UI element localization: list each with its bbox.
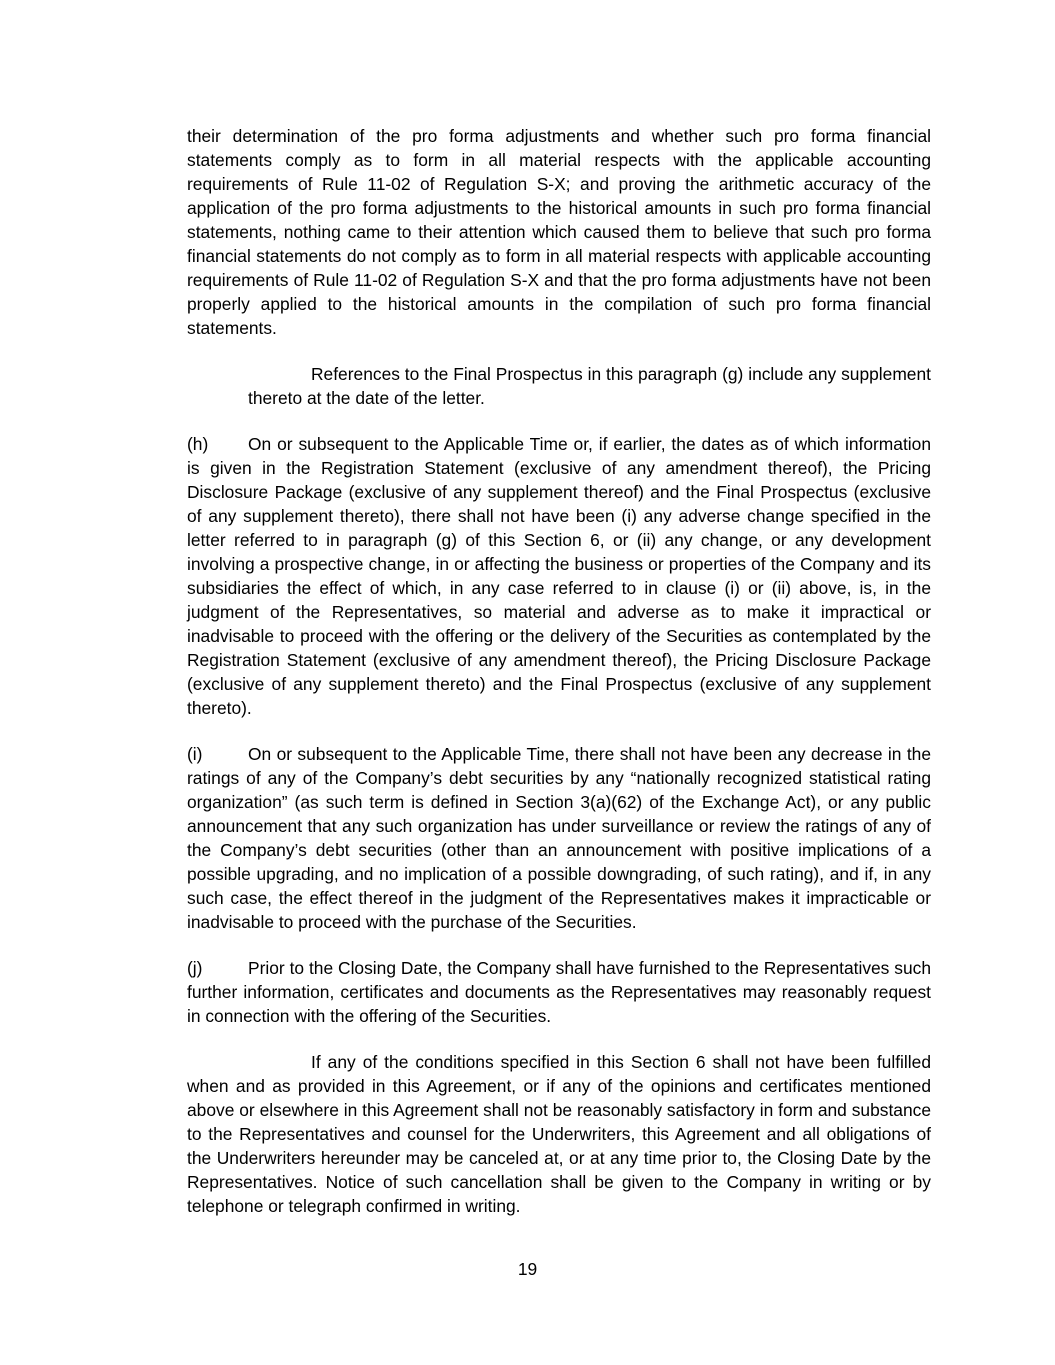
paragraph-label: (i) xyxy=(187,744,203,764)
paragraph-continuation: their determination of the pro forma adjustments and whether such pro forma financial statements comply as to form in all material respects with the applicable accounting requirements of Rule 11-02 of Regulation S-X; and proving the arithmetic accuracy of the application of the pro forma adjustments to the historical amounts in such pro forma financial statements, nothing came to their attention which caused them to believe that such pro forma financial statements do not comply as to form in all material respects with applicable accounting requirements of Rule 11-02 of Regulation S-X and that the pro forma adjustments have not been properly applied to the historical amounts in the compilation of such pro forma financial statements. xyxy=(187,126,931,338)
paragraph-j xyxy=(187,956,931,1028)
paragraph-text: On or subsequent to the Applicable Time or, if earlier, the dates as of which information is given in the Registration Statement (exclusive of any amendment thereof), the Pricing Disclosure Package (exclusive of any supplement thereof) and the Final Prospectus (exclusive of any supplement thereto), there shall not have been (i) any adverse change specified in the letter referred to in paragraph (g) of this Section 6, or (ii) any change, or any development involving a prospective change, in or affecting the business or properties of the Company and its subsidiaries the effect of which, in any case referred to in clause (i) or (ii) above, is, in the judgment of the Representatives, so material and adverse as to make it impractical or inadvisable to proceed with the offering or the delivery of the Securities as contemplated by the Registration Statement (exclusive of any amendment thereof), the Pricing Disclosure Package (exclusive of any supplement thereto) and the Final Prospectus (exclusive of any supplement thereto). xyxy=(187,434,931,718)
paragraph-text: On or subsequent to the Applicable Time, there shall not have been any decrease in the ratings of any of the Company’s debt securities by any “nationally recognized statistical rating organization” (as such term is defined in Section 3(a)(62) of the Exchange Act), or any public announcement that any such organization has under surveillance or review the ratings of any of the Company’s debt securities (other than an announcement with positive implications of a possible upgrading, and no implication of a possible downgrading, of such rating), and if, in any such case, the effect thereof in the judgment of the Representatives makes it impracticable or inadvisable to proceed with the purchase of the Securities. xyxy=(187,744,931,932)
paragraph-i xyxy=(187,742,931,934)
paragraph-h xyxy=(187,432,931,720)
paragraph-references: References to the Final Prospectus in this paragraph (g) include any supplement thereto at the date of the letter. xyxy=(248,364,931,408)
paragraph-label: (j) xyxy=(187,958,203,978)
document-page xyxy=(187,124,931,1240)
paragraph-label: (h) xyxy=(187,434,209,454)
page-number: 19 xyxy=(517,1259,538,1279)
paragraph-text: Prior to the Closing Date, the Company shall have furnished to the Representatives such further information, certificates and documents as the Representatives may reasonably request in connection with the offering of the Securities. xyxy=(187,958,931,1026)
paragraph-conditions: If any of the conditions specified in this Section 6 shall not have been fulfilled when and as provided in this Agreement, or if any of the opinions and certificates mentioned above or elsewhere in this Agreement shall not be reasonably satisfactory in form and substance to the Representatives and counsel for the Underwriters, this Agreement and all obligations of the Underwriters hereunder may be canceled at, or at any time prior to, the Closing Date by the Representatives. Notice of such cancellation shall be given to the Company in writing or by telephone or telegraph confirmed in writing. xyxy=(187,1052,931,1216)
